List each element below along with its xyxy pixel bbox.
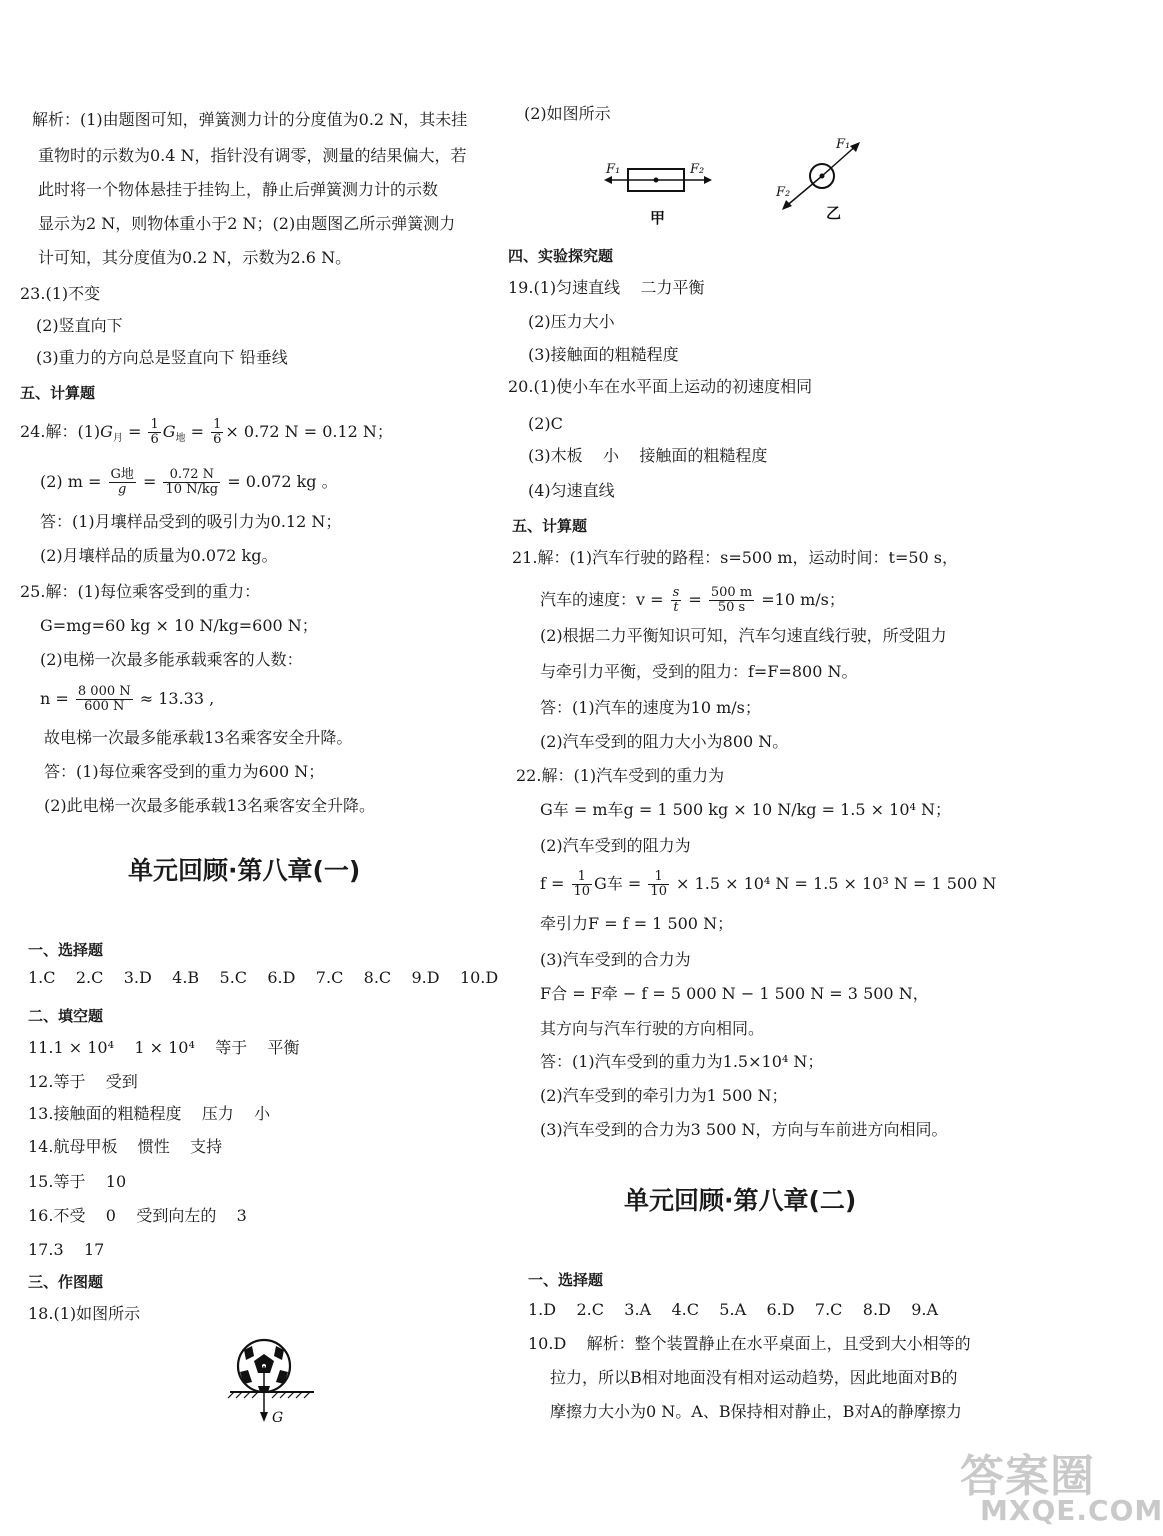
section-heading: 一、选择题 xyxy=(528,1271,604,1289)
q10-line: 拉力，所以B相对地面没有相对运动趋势，因此地面对B的 xyxy=(550,1368,958,1387)
q19-line: (2)压力大小 xyxy=(528,312,615,331)
q22-analysis-line: 显示为2 N，则物体重小于2 N；(2)由题图乙所示弹簧测力 xyxy=(38,214,456,233)
arrow-head xyxy=(260,1412,268,1422)
watermark-url: MXQE.COM xyxy=(980,1494,1163,1527)
q22-line: F合 = F牵 − f = 5 000 N − 1 500 N = 3 500 N， xyxy=(540,984,929,1003)
f1-label: F₁ xyxy=(836,137,851,152)
unit-title: 单元回顾·第八章(二) xyxy=(624,1186,857,1215)
arrow-head xyxy=(782,200,792,210)
watermark-logo: 答案圈 xyxy=(960,1451,1095,1502)
q24-line1: 24.解：$(1)G_月$ = $\frac{1}{6}$ $G_地$ = $\frac{1}{6}$ × 0.72 N = 0.12 N； xyxy=(20,417,393,447)
section-heading: 五、计算题 xyxy=(20,384,96,402)
q21-fraction-line: 汽车的速度：v = $\frac{s}{t}$ = $\frac{500 m}{50 s}$ =10 m/s； xyxy=(540,585,845,615)
choice-answers: 1.D 2.C 3.A 4.C 5.A 6.D 7.C 8.D 9.A xyxy=(528,1300,939,1319)
q22-analysis-line: 计可知，其分度值为0.2 N，示数为2.6 N。 xyxy=(38,248,352,267)
section-heading: 一、选择题 xyxy=(28,941,104,959)
q25-fraction-line: n = $\frac{8 000 N}{600 N}$ ≈ 13.33 , xyxy=(40,684,215,714)
fill-answer: 15.等于 10 xyxy=(28,1172,127,1191)
q25-line: 答：(1)每位乘客受到的重力为600 N； xyxy=(44,762,325,781)
q20-line: (4)匀速直线 xyxy=(528,481,615,500)
q22-analysis-line: 重物时的示数为0.4 N，指针没有调零，测量的结果偏大，若 xyxy=(38,146,467,165)
q18-2-line: (2)如图所示 xyxy=(524,104,611,123)
section-heading: 五、计算题 xyxy=(512,517,588,535)
unit-title: 单元回顾·第八章(一) xyxy=(128,856,361,885)
fill-answer: 17.3 17 xyxy=(28,1240,105,1259)
q23-line: 23.(1)不变 xyxy=(20,284,101,303)
f2-label: F₂ xyxy=(690,162,705,177)
q22-line: 牵引力F = f = 1 500 N； xyxy=(540,914,734,933)
q22-fraction-line: f = $\frac{1}{10}$ G车 = $\frac{1}{10}$ × 1.5 × 10⁴ N = 1.5 × 10³ N = 1 500 N xyxy=(540,869,997,899)
q22-line: (3)汽车受到的合力为 xyxy=(540,950,691,969)
section-heading: 三、作图题 xyxy=(28,1273,104,1291)
q22-analysis-line: 解析：(1)由题图可知，弹簧测力计的分度值为0.2 N，其未挂 xyxy=(32,110,468,129)
q24-answer: (2)月壤样品的质量为0.072 kg。 xyxy=(40,546,278,565)
section-heading: 四、实验探究题 xyxy=(508,247,614,265)
q25-line: 故电梯一次最多能承载13名乘客安全升降。 xyxy=(44,728,353,747)
gravity-label: G xyxy=(272,1410,284,1426)
q10-line: 摩擦力大小为0 N。A、B保持相对静止，B对A的静摩擦力 xyxy=(550,1402,962,1421)
q21-line: 与牵引力平衡，受到的阻力：f=F=800 N。 xyxy=(540,662,858,681)
fill-answer: 11.1 × 10⁴ 1 × 10⁴ 等于 平衡 xyxy=(28,1038,300,1057)
q19-line: (3)接触面的粗糙程度 xyxy=(528,345,679,364)
force-figure-yi xyxy=(770,134,870,226)
arrow-head xyxy=(604,176,612,184)
force-figure-jia xyxy=(600,155,720,230)
q22-line: (2)汽车受到的牵引力为1 500 N； xyxy=(540,1086,788,1105)
q25-line: 25.解：(1)每位乘客受到的重力： xyxy=(20,582,261,601)
q20-line: (2)C xyxy=(528,414,563,433)
q19-line: 19.(1)匀速直线 二力平衡 xyxy=(508,278,705,297)
q24-answer: 答：(1)月壤样品受到的吸引力为0.12 N； xyxy=(40,512,342,531)
fill-answer: 12.等于 受到 xyxy=(28,1072,138,1091)
fill-answer: 13.接触面的粗糙程度 压力 小 xyxy=(28,1104,271,1123)
q21-line: 21.解：(1)汽车行驶的路程：s=500 m，运动时间：t=50 s， xyxy=(512,548,959,567)
q21-line: 答：(1)汽车的速度为10 m/s； xyxy=(540,698,761,717)
q22-analysis-line: 此时将一个物体悬挂于挂钩上，静止后弹簧测力计的示数 xyxy=(38,180,439,199)
arrow-head xyxy=(704,176,712,184)
figure-label-yi: 乙 xyxy=(826,204,842,222)
q21-line: (2)汽车受到的阻力大小为800 N。 xyxy=(540,732,789,751)
q21-line: (2)根据二力平衡知识可知，汽车匀速直线行驶，所受阻力 xyxy=(540,626,947,645)
q10-line: 10.D 解析：整个装置静止在水平桌面上，且受到大小相等的 xyxy=(528,1334,971,1353)
ball-on-ground-figure xyxy=(222,1336,322,1428)
figure-label-jia: 甲 xyxy=(650,209,666,227)
q20-line: 20.(1)使小车在水平面上运动的初速度相同 xyxy=(508,377,813,396)
fill-answer: 16.不受 0 受到向左的 3 xyxy=(28,1206,247,1225)
q23-line: (3)重力的方向总是竖直向下 铅垂线 xyxy=(36,348,288,367)
choice-answers: 1.C 2.C 3.D 4.B 5.C 6.D 7.C 8.C 9.D 10.D xyxy=(28,968,499,987)
q20-line: (3)木板 小 接触面的粗糙程度 xyxy=(528,446,768,465)
section-heading: 二、填空题 xyxy=(28,1007,104,1025)
q18-line: 18.(1)如图所示 xyxy=(28,1304,141,1323)
q22-line: 22.解：(1)汽车受到的重力为 xyxy=(516,766,725,785)
q24-line2: (2) m = $\frac{\text{G地}}{g}$ = $\frac{0.72 N}{10 N/kg}$ = 0.072 kg 。 xyxy=(40,467,338,497)
q22-line: (2)汽车受到的阻力为 xyxy=(540,836,691,855)
q22-line: 答：(1)汽车受到的重力为1.5×10⁴ N； xyxy=(540,1052,824,1071)
q25-line: (2)此电梯一次最多能承载13名乘客安全升降。 xyxy=(44,796,376,815)
f2-label: F₂ xyxy=(776,185,791,200)
q22-line: (3)汽车受到的合力为3 500 N，方向与车前进方向相同。 xyxy=(540,1120,948,1139)
f1-label: F₁ xyxy=(606,162,621,177)
q22-line: 其方向与汽车行驶的方向相同。 xyxy=(540,1019,765,1038)
q25-line: G=mg=60 kg × 10 N/kg=600 N； xyxy=(40,616,318,635)
q23-line: (2)竖直向下 xyxy=(36,316,123,335)
fill-answer: 14.航母甲板 惯性 支持 xyxy=(28,1137,223,1156)
q25-line: (2)电梯一次最多能承载乘客的人数： xyxy=(40,650,303,669)
q22-line: G车 = m车g = 1 500 kg × 10 N/kg = 1.5 × 10⁴ N； xyxy=(540,800,951,819)
